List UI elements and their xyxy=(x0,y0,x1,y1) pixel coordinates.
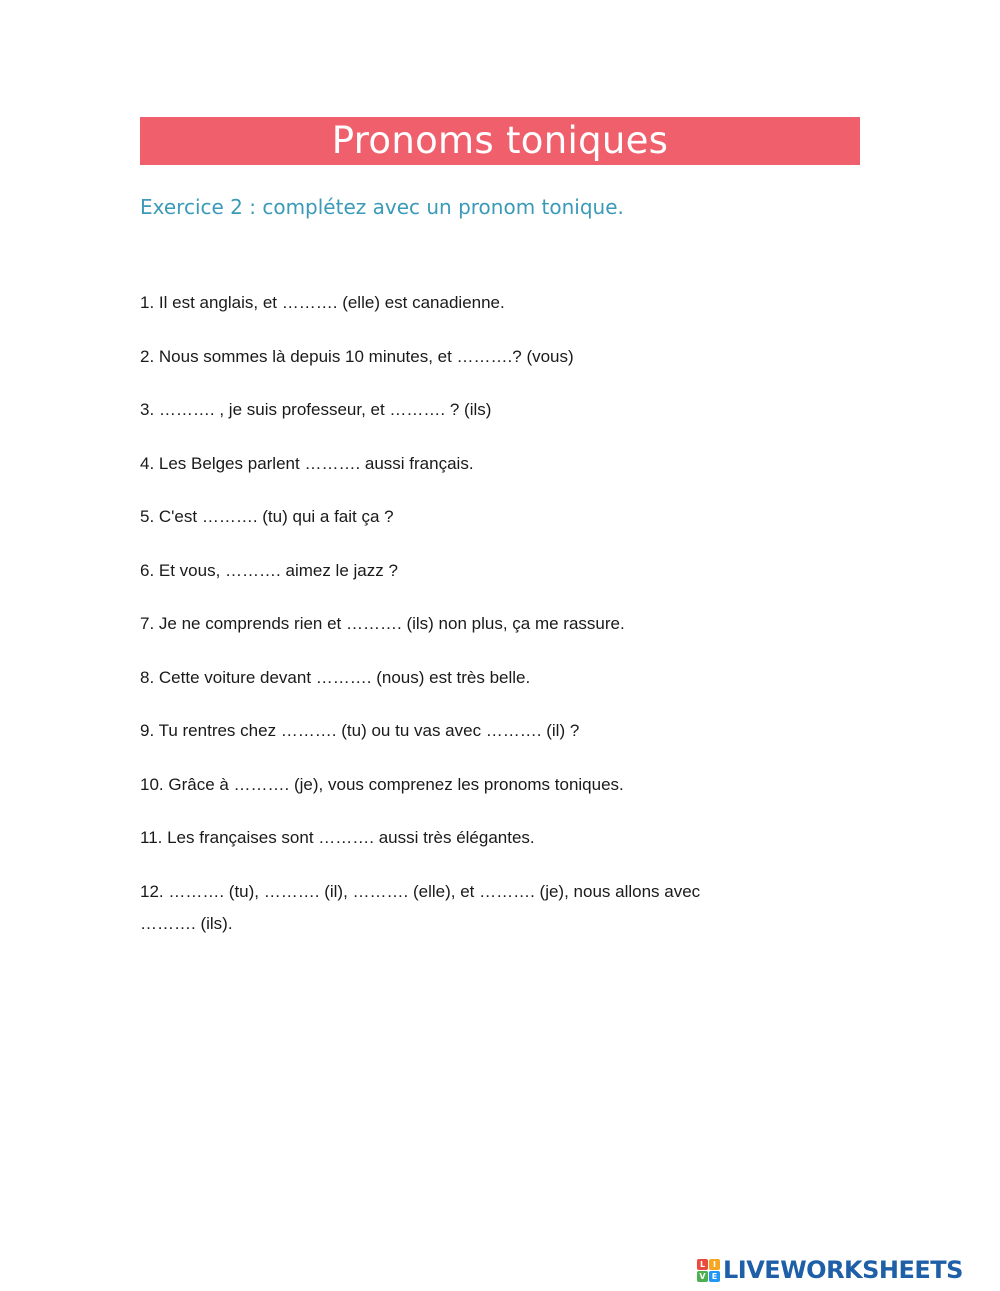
exercise-item-8: 8. Cette voiture devant ………. (nous) est très belle. xyxy=(140,667,531,687)
exercise-item-3: 3. ………. , je suis professeur, et ………. ? (ils) xyxy=(140,400,492,419)
logo-letter-i: I xyxy=(709,1259,720,1270)
exercise-item-10: 10. Grâce à ………. (je), vous comprenez les pronoms toniques. xyxy=(140,774,624,794)
page-title: Pronoms toniques xyxy=(140,117,860,165)
exercise-item-5: 5. C'est ………. (tu) qui a fait ça ? xyxy=(140,507,394,526)
exercise-item-12: 12. ………. (tu), ………. (il), ………. (elle), et ………. (je), nous allons avec ………. (ils). xyxy=(140,881,701,933)
exercise-item-11: 11. Les françaises sont ………. aussi très élégantes. xyxy=(140,828,535,847)
exercise-item-9: 9. Tu rentres chez ………. (tu) ou tu vas avec ………. (il) ? xyxy=(140,721,580,740)
logo-letter-l: L xyxy=(697,1259,708,1270)
logo-letter-e: E xyxy=(709,1271,720,1282)
exercise-list xyxy=(140,287,860,961)
exercise-item-2: 2. Nous sommes là depuis 10 minutes, et ……….? (vous) xyxy=(140,346,574,366)
exercise-item-6: 6. Et vous, ………. aimez le jazz ? xyxy=(140,560,398,580)
exercise-instruction: Exercice 2 : complétez avec un pronom tonique. xyxy=(140,195,624,219)
logo-text: LIVEWORKSHEETS xyxy=(723,1256,963,1284)
logo-letter-v: V xyxy=(697,1271,708,1282)
liveworksheets-logo xyxy=(697,1255,963,1285)
exercise-item-4: 4. Les Belges parlent ………. aussi français. xyxy=(140,453,474,473)
exercise-item-7: 7. Je ne comprends rien et ………. (ils) non plus, ça me rassure. xyxy=(140,614,625,633)
exercise-item-1: 1. Il est anglais, et ………. (elle) est canadienne. xyxy=(140,293,505,312)
liveworksheets-logo-icon xyxy=(697,1259,720,1282)
